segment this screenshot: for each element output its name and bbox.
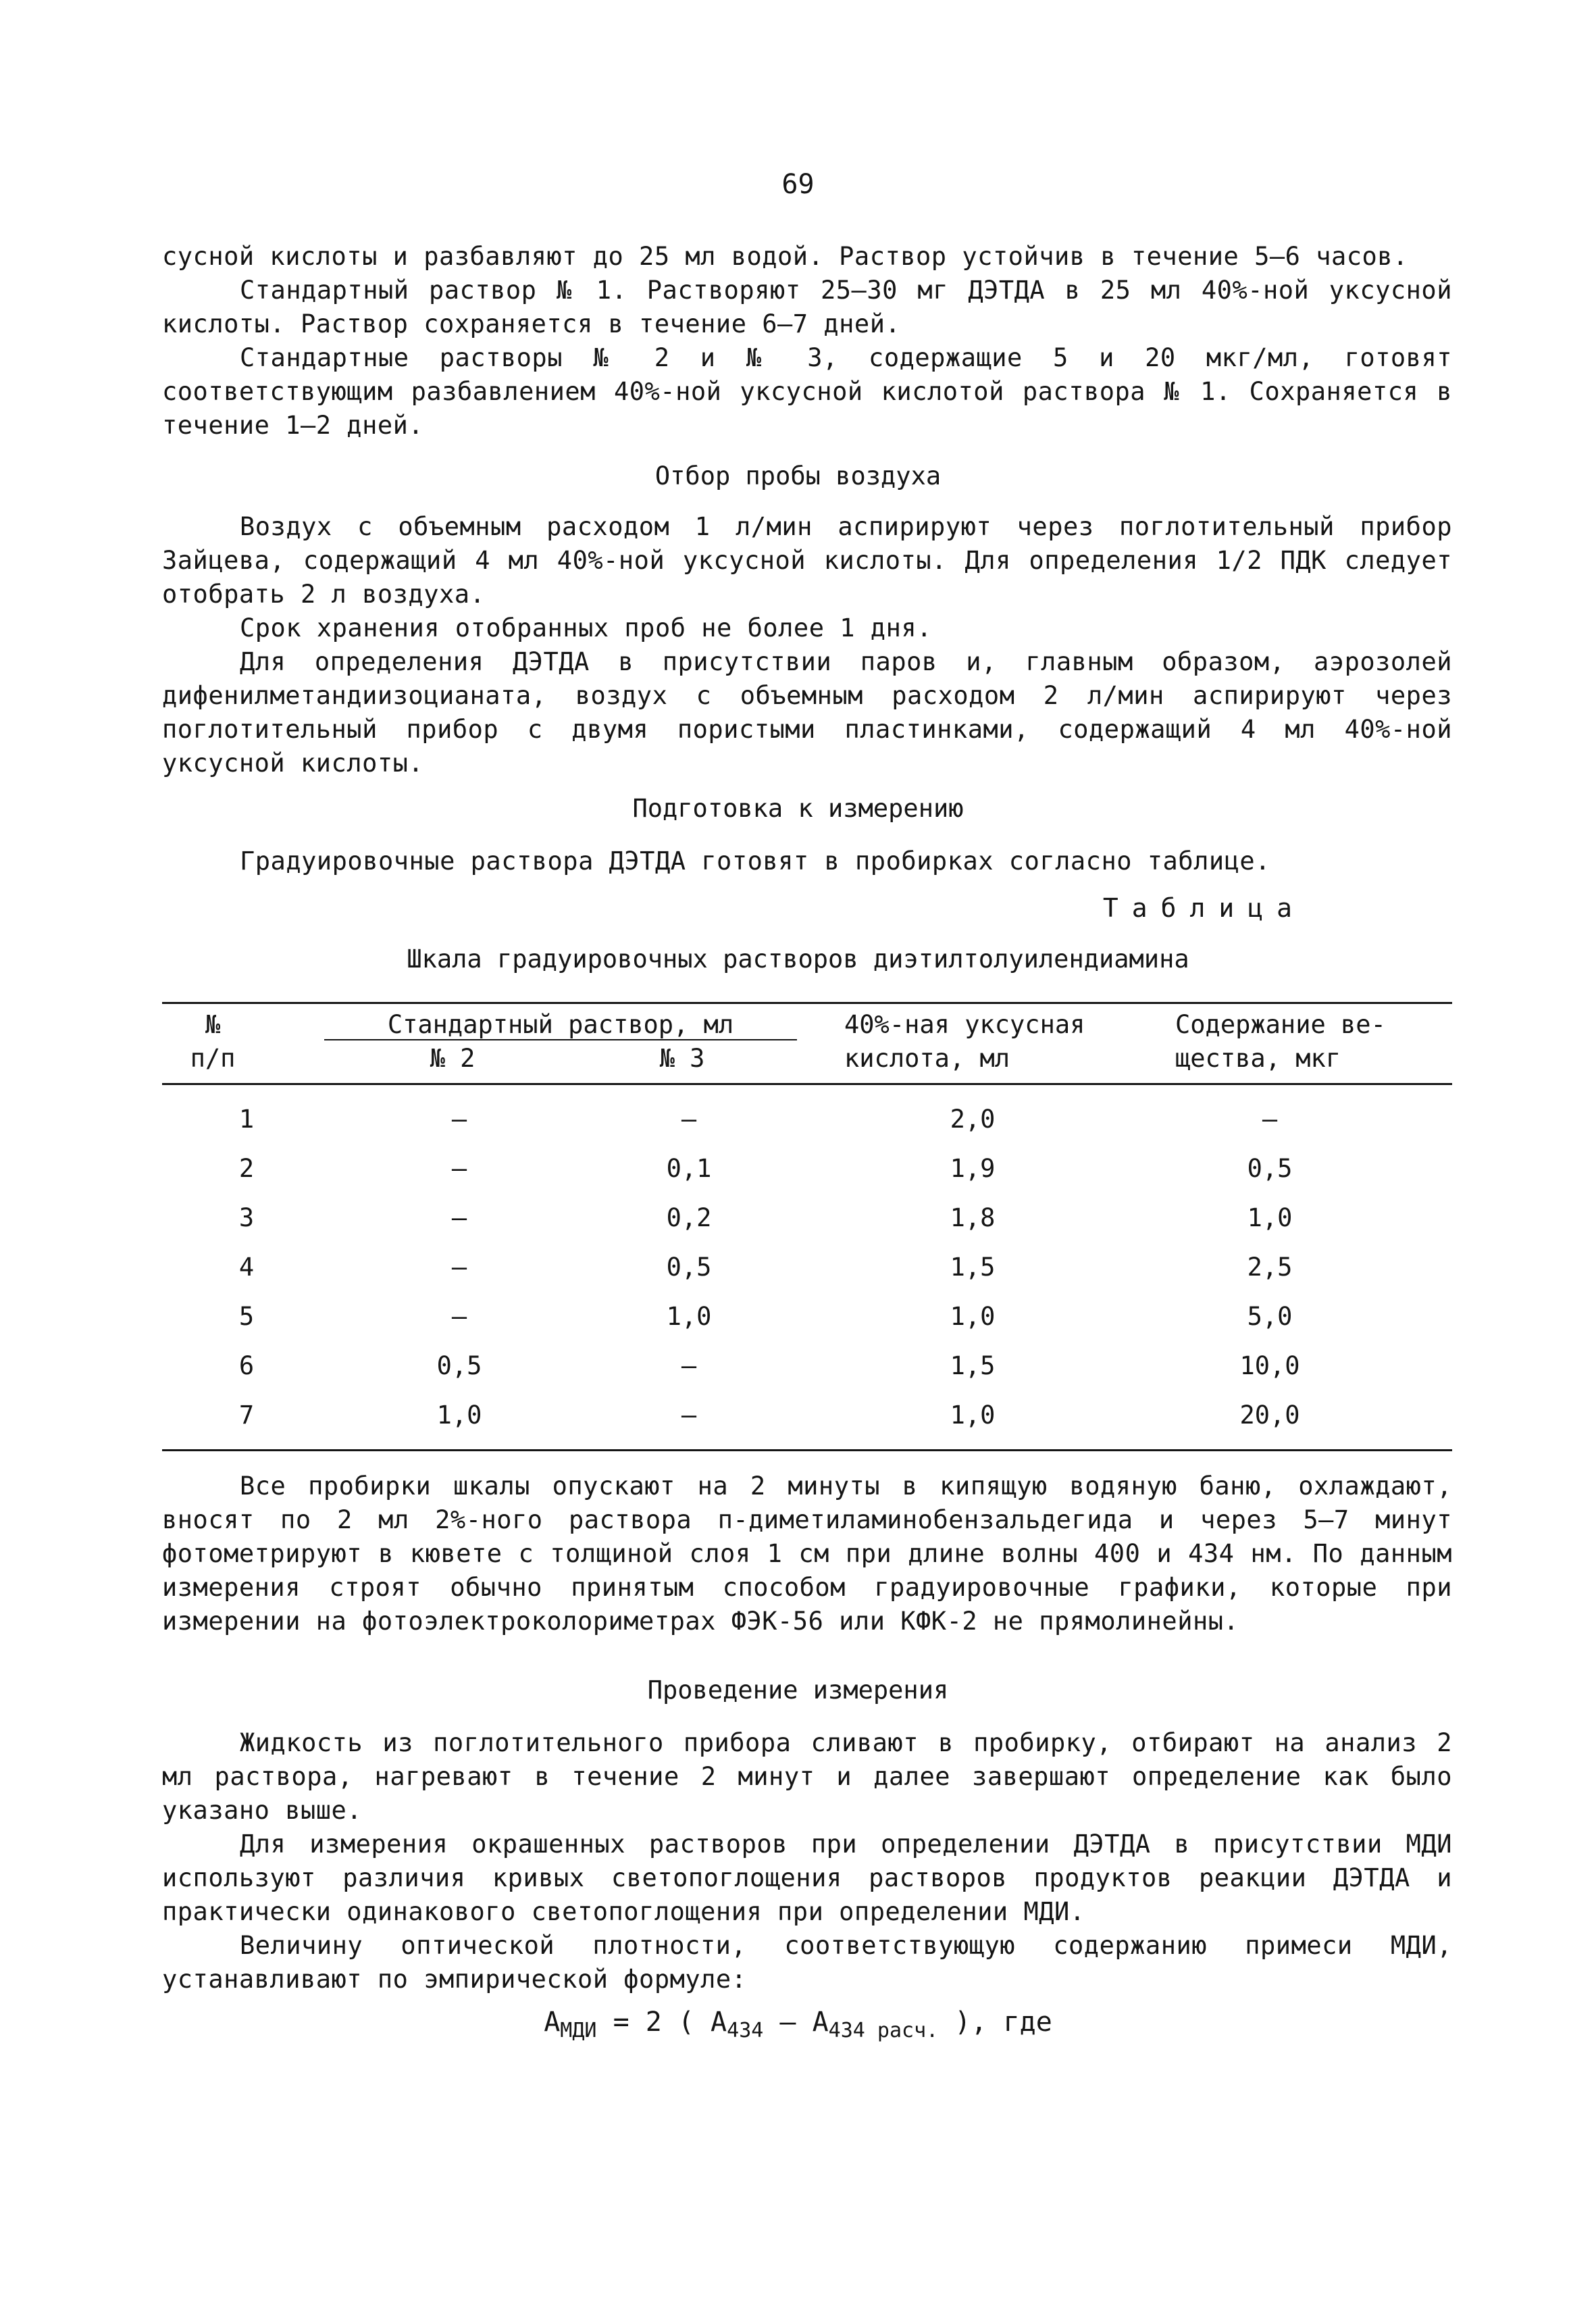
formula-dash: – A xyxy=(763,2007,829,2038)
cell-std3: – xyxy=(681,1351,697,1380)
cell-num: 5 xyxy=(238,1302,255,1331)
header-std-no2: № 2 xyxy=(430,1044,475,1073)
cell-std2: – xyxy=(451,1253,467,1282)
table-header-rule xyxy=(162,1083,1452,1085)
preparation-text xyxy=(162,845,1452,878)
cell-content: – xyxy=(1262,1105,1278,1134)
cell-content: 2,5 xyxy=(1247,1253,1293,1282)
paragraph: сусной кислоты и разбавляют до 25 мл водой. Раствор устойчив в течение 5–6 часов. xyxy=(162,242,1408,271)
header-number-2: п/п xyxy=(190,1044,236,1073)
formula-tail: ), где xyxy=(938,2007,1052,2038)
paragraph: Срок хранения отобранных проб не более 1 дня. xyxy=(240,613,932,643)
cell-content: 20,0 xyxy=(1239,1401,1300,1430)
table-title: Шкала градуировочных растворов диэтилтолуилендиамина xyxy=(407,945,1189,974)
cell-num: 1 xyxy=(238,1105,255,1134)
paragraph: Величину оптической плотности, соответствующую содержанию примеси МДИ, устанавливают по эмпирической формуле: xyxy=(162,1931,1452,1994)
page-number: 69 xyxy=(781,169,815,200)
cell-std3: 0,5 xyxy=(666,1253,712,1282)
paragraph: Стандартные растворы № 2 и № 3, содержащие 5 и 20 мкг/мл, готовят соответствующим разбавлением 40%-ной уксусной кислотой раствора № 1. Сохраняется в течение 1–2 дней. xyxy=(162,343,1452,440)
paragraph: Градуировочные раствора ДЭТДА готовят в пробирках согласно таблице. xyxy=(240,847,1270,876)
table-top-rule xyxy=(162,1002,1452,1004)
formula-mid: = 2 ( A xyxy=(596,2007,727,2038)
intro-text-block xyxy=(162,240,1452,443)
header-standard-solution: Стандартный раствор, мл xyxy=(387,1010,734,1039)
measurement-text-block xyxy=(162,1726,1452,1996)
cell-std2: – xyxy=(451,1154,467,1183)
cell-std2: 0,5 xyxy=(436,1351,482,1380)
cell-acid: 1,0 xyxy=(950,1401,996,1430)
cell-content: 0,5 xyxy=(1247,1154,1293,1183)
header-number: № xyxy=(205,1010,221,1039)
cell-std3: – xyxy=(681,1105,697,1134)
cell-num: 7 xyxy=(238,1401,255,1430)
cell-acid: 2,0 xyxy=(950,1105,996,1134)
cell-std3: – xyxy=(681,1401,697,1430)
cell-std3: 0,2 xyxy=(666,1203,712,1232)
header-acid: 40%-ная уксусная xyxy=(844,1010,1085,1039)
cell-content: 10,0 xyxy=(1239,1351,1300,1380)
cell-std3: 0,1 xyxy=(666,1154,712,1183)
cell-std2: – xyxy=(451,1203,467,1232)
cell-num: 4 xyxy=(238,1253,255,1282)
paragraph: Стандартный раствор № 1. Растворяют 25–30 мг ДЭТДА в 25 мл 40%-ной уксусной кислоты. Раствор сохраняется в течение 6–7 дней. xyxy=(162,276,1452,338)
cell-std3: 1,0 xyxy=(666,1302,712,1331)
formula-a: A xyxy=(544,2007,561,2038)
cell-acid: 1,8 xyxy=(950,1203,996,1232)
paragraph: Все пробирки шкалы опускают на 2 минуты в кипящую водяную баню, охлаждают, вносят по 2 мл 2%-ного раствора п-диметиламинобензальдегида и через 5–7 минут фотометрируют в кювете с толщиной слоя 1 см при длине волны 400 и 434 нм. По данным измерения строят обычно принятым способом градуировочные графики, которые при измерении на фотоэлектроколориметрах ФЭК-56 или КФК-2 не прямолинейны. xyxy=(162,1472,1452,1636)
cell-num: 2 xyxy=(238,1154,255,1183)
cell-num: 6 xyxy=(238,1351,255,1380)
paragraph: Жидкость из поглотительного прибора сливают в пробирку, отбирают на анализ 2 мл раствора, нагревают в течение 2 минут и далее завершают определение как было указано выше. xyxy=(162,1728,1452,1825)
cell-acid: 1,9 xyxy=(950,1154,996,1183)
header-content: Содержание ве- xyxy=(1175,1010,1386,1039)
header-std-no3: № 3 xyxy=(659,1044,705,1073)
cell-acid: 1,0 xyxy=(950,1302,996,1331)
formula-sub-mdi: МДИ xyxy=(560,2019,597,2042)
cell-std2: – xyxy=(451,1105,467,1134)
table-bottom-rule xyxy=(162,1449,1452,1451)
table-label: Таблица xyxy=(1102,893,1306,923)
header-standard-underline xyxy=(324,1039,797,1040)
header-content-2: щества, мкг xyxy=(1175,1044,1341,1073)
paragraph: Воздух с объемным расходом 1 л/мин аспирируют через поглотительный прибор Зайцева, содержащий 4 мл 40%-ной уксусной кислоты. Для определения 1/2 ПДК следует отобрать 2 л воздуха. xyxy=(162,512,1452,609)
cell-content: 1,0 xyxy=(1247,1203,1293,1232)
header-acid-2: кислота, мл xyxy=(844,1044,1010,1073)
empirical-formula xyxy=(0,2007,1596,2042)
cell-std2: 1,0 xyxy=(436,1401,482,1430)
section-heading-measurement: Проведение измерения xyxy=(647,1676,949,1705)
cell-num: 3 xyxy=(238,1203,255,1232)
paragraph: Для измерения окрашенных растворов при определении ДЭТДА в присутствии МДИ используют различия кривых светопоглощения растворов продуктов реакции ДЭТДА и практически одинакового светопоглощения при определении МДИ. xyxy=(162,1830,1452,1926)
paragraph: Для определения ДЭТДА в присутствии паров и, главным образом, аэрозолей дифенилметандиизоцианата, воздух с объемным расходом 2 л/мин аспирируют через поглотительный прибор с двумя пористыми пластинками, содержащий 4 мл 40%-ной уксусной кислоты. xyxy=(162,647,1452,778)
formula-sub-434: 434 xyxy=(727,2019,764,2042)
formula-sub-434-calc: 434 расч. xyxy=(828,2019,939,2042)
cell-acid: 1,5 xyxy=(950,1351,996,1380)
cell-acid: 1,5 xyxy=(950,1253,996,1282)
cell-content: 5,0 xyxy=(1247,1302,1293,1331)
section-heading-preparation: Подготовка к измерению xyxy=(632,794,964,823)
cell-std2: – xyxy=(451,1302,467,1331)
after-table-text xyxy=(162,1469,1452,1638)
section-heading-sampling: Отбор пробы воздуха xyxy=(654,461,942,491)
sampling-text-block xyxy=(162,510,1452,780)
